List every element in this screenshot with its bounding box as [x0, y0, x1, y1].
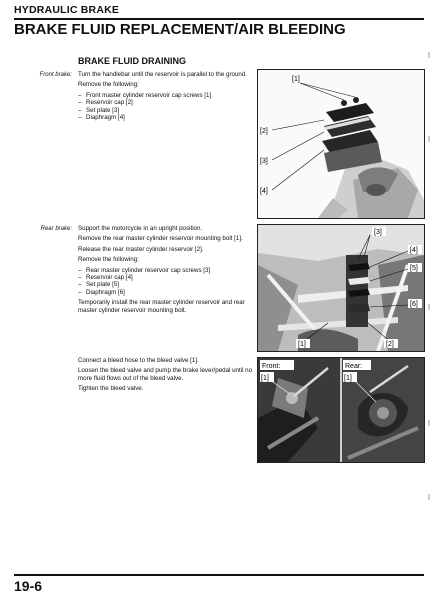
rear-brake-figure: [257, 224, 425, 352]
list-item: – Set plate [3]: [78, 107, 254, 114]
rear-step-5: Temporarily install the rear master cylinder reservoir and rear master cylinder reservoir mounting bolt.: [78, 299, 245, 314]
front-brake-figure: [257, 69, 425, 219]
front-callout-3: [3]: [260, 158, 268, 165]
rear-parts-list: [78, 267, 254, 297]
header-rule: [14, 18, 424, 20]
list-item: – Rear master cylinder reservoir cap screws [3]: [78, 267, 254, 274]
edge-mark: [428, 52, 430, 58]
bleed-valve-illustration: [258, 358, 424, 462]
front-step-1: Turn the handlebar until the reservoir is parallel to the ground.: [78, 71, 247, 78]
front-callout-2: [2]: [260, 128, 268, 135]
list-item: – Set plate [5]: [78, 281, 254, 288]
edge-mark: [428, 304, 430, 310]
rear-brake-label: Rear brake:: [40, 226, 72, 232]
rear-bleed-callout: [1]: [344, 375, 352, 382]
front-brake-label: Front brake:: [39, 72, 72, 78]
page-title: BRAKE FLUID REPLACEMENT/AIR BLEEDING: [14, 21, 346, 38]
subheading: BRAKE FLUID DRAINING: [78, 56, 186, 66]
edge-mark: [428, 494, 430, 500]
footer-rule: [14, 574, 424, 576]
list-item: – Diaphragm [6]: [78, 289, 254, 296]
list-item: – Front master cylinder reservoir cap screws [1]: [78, 92, 254, 99]
list-item: – Reservoir cap [2]: [78, 99, 254, 106]
rear-callout-6: [6]: [410, 301, 418, 308]
rear-callout-5: [5]: [410, 265, 418, 272]
edge-mark: [428, 420, 430, 426]
rear-step-2: Remove the rear master cylinder reservoir mounting bolt [1].: [78, 235, 243, 243]
page-number: 19-6: [14, 578, 43, 594]
front-step-2: Remove the following:: [78, 81, 139, 89]
front-callout-4: [4]: [260, 188, 268, 195]
list-item: – Reservoir cap [4]: [78, 274, 254, 281]
section-header: HYDRAULIC BRAKE: [14, 4, 120, 16]
rear-callout-2: [2]: [386, 341, 394, 348]
front-brake-text: [78, 71, 254, 124]
bleed-text: [78, 357, 254, 396]
front-parts-list: [78, 92, 254, 122]
rear-brake-text: [78, 225, 254, 317]
edge-mark: [428, 136, 430, 142]
rear-step-1: Support the motorcycle in an upright position.: [78, 225, 203, 232]
front-bleed-callout: [1]: [261, 375, 269, 382]
rear-callout-1: [1]: [298, 341, 306, 348]
rear-step-3: Release the rear master cylinder reservoir [2].: [78, 245, 204, 253]
bleed-step-1: Connect a bleed hose to the bleed valve [1].: [78, 357, 199, 364]
bleed-valve-figure: [257, 357, 425, 463]
rear-reservoir-illustration: [258, 225, 424, 351]
front-label: Front:: [262, 363, 281, 370]
bleed-step-2: Loosen the bleed valve and pump the brake lever/pedal until no more fluid flows out of the bleed valve.: [78, 367, 253, 382]
rear-callout-3: [3]: [374, 229, 382, 236]
rear-label: Rear:: [345, 363, 363, 370]
front-callout-1: [1]: [292, 76, 300, 83]
list-item: – Diaphragm [4]: [78, 114, 254, 121]
bleed-step-3: Tighten the bleed valve.: [78, 385, 144, 393]
rear-callout-4: [4]: [410, 247, 418, 254]
rear-step-4: Remove the following:: [78, 256, 139, 264]
front-reservoir-illustration: [258, 70, 424, 218]
